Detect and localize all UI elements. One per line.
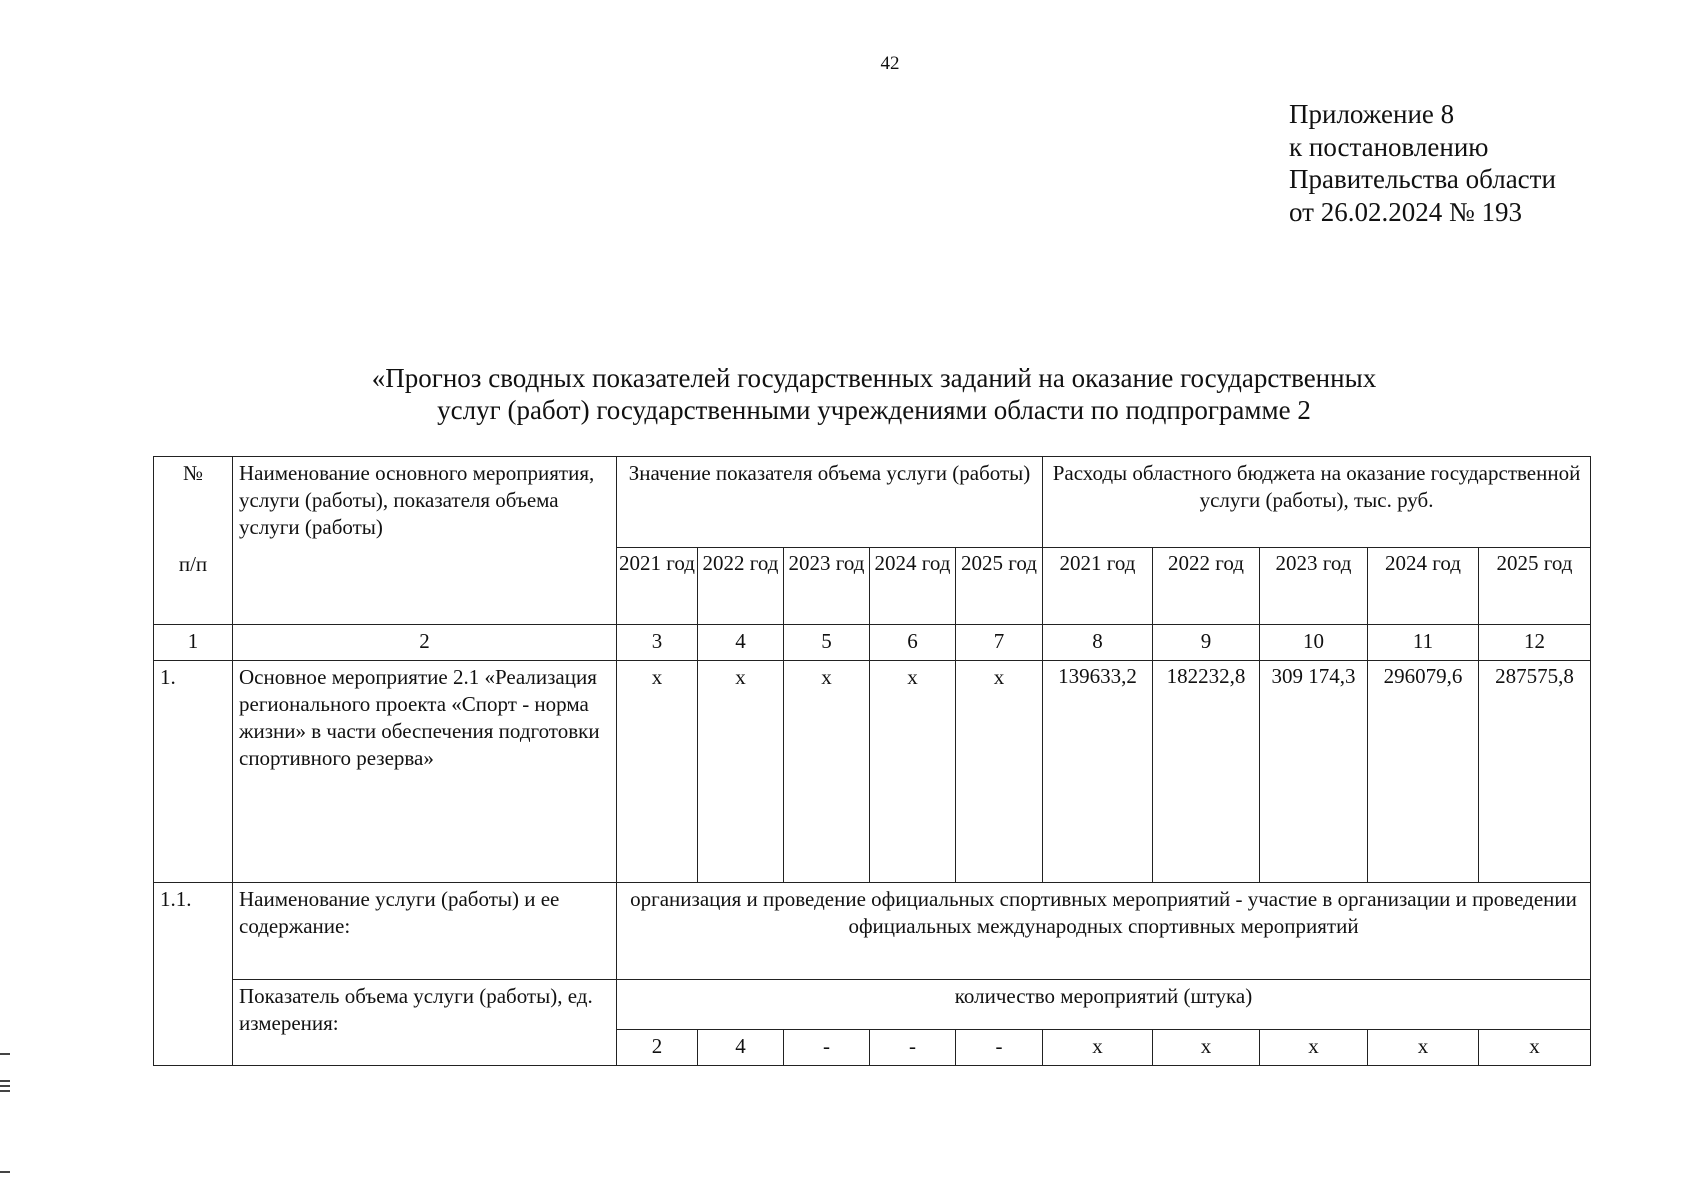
column-number: 4 [698, 625, 784, 661]
header-volume: Значение показателя объема услуги (работы) [617, 457, 1043, 548]
indicator-expense-value: х [1043, 1030, 1153, 1066]
volume-value: х [956, 661, 1043, 883]
appendix-line: от 26.02.2024 № 193 [1289, 196, 1522, 227]
volume-year: 2023 год [784, 548, 870, 625]
column-number: 10 [1260, 625, 1368, 661]
expense-value: 139633,2 [1043, 661, 1153, 883]
indicator-volume-value: - [784, 1030, 870, 1066]
volume-year: 2025 год [956, 548, 1043, 625]
column-number: 3 [617, 625, 698, 661]
indicator-volume-value: 4 [698, 1030, 784, 1066]
header-expenses: Расходы областного бюджета на оказание государственной услуги (работы), тыс. руб. [1043, 457, 1591, 548]
volume-value: х [698, 661, 784, 883]
column-number: 2 [233, 625, 617, 661]
expense-year: 2023 год [1260, 548, 1368, 625]
indicator-volume-value: - [956, 1030, 1043, 1066]
column-number: 8 [1043, 625, 1153, 661]
indicator-expense-value: х [1153, 1030, 1260, 1066]
volume-year: 2024 год [870, 548, 956, 625]
scan-margin-mark [0, 1085, 10, 1087]
column-number: 6 [870, 625, 956, 661]
volume-value: х [784, 661, 870, 883]
service-label: Наименование услуги (работы) и ее содержание: [233, 883, 617, 980]
scan-margin-mark [0, 1171, 10, 1173]
title-line: «Прогноз сводных показателей государственных заданий на оказание государственных [371, 363, 1377, 393]
indicator-volume-value: 2 [617, 1030, 698, 1066]
column-number: 12 [1479, 625, 1591, 661]
indicator-expense-value: х [1479, 1030, 1591, 1066]
title-line: услуг (работ) государственными учреждениями области по подпрограмме 2 [437, 395, 1311, 425]
header-name: Наименование основного мероприятия, услуги (работы), показателя объема услуги (работы) [233, 457, 617, 625]
appendix-line: Приложение 8 [1289, 99, 1455, 129]
header-number-sub: п/п [154, 548, 233, 625]
row-number: 1. [154, 661, 233, 883]
column-number: 1 [154, 625, 233, 661]
expense-year: 2024 год [1368, 548, 1479, 625]
scan-margin-mark [0, 1080, 10, 1082]
indicator-expense-value: х [1368, 1030, 1479, 1066]
indicator-label: Показатель объема услуги (работы), ед. измерения: [233, 980, 617, 1066]
column-number: 5 [784, 625, 870, 661]
appendix-line: к постановлению [1289, 131, 1489, 162]
row-number: 1.1. [154, 883, 233, 1066]
column-number: 9 [1153, 625, 1260, 661]
appendix-line: Правительства области [1289, 164, 1556, 194]
service-value: организация и проведение официальных спортивных мероприятий - участие в организации и проведении официальных международных спортивных мероприятий [617, 883, 1591, 980]
indicator-value: количество мероприятий (штука) [617, 980, 1591, 1030]
page-number: 42 [880, 53, 900, 74]
column-number: 11 [1368, 625, 1479, 661]
indicator-volume-value: - [870, 1030, 956, 1066]
activity-name: Основное мероприятие 2.1 «Реализация регионального проекта «Спорт - норма жизни» в части обеспечения подготовки спортивного резерва» [233, 661, 617, 883]
document-title [152, 362, 1596, 426]
expense-value: 296079,6 [1368, 661, 1479, 883]
volume-year: 2021 год [617, 548, 698, 625]
forecast-table [153, 456, 1591, 1066]
expense-year: 2021 год [1043, 548, 1153, 625]
header-number: № [154, 457, 233, 548]
expense-value: 287575,8 [1479, 661, 1591, 883]
volume-value: х [617, 661, 698, 883]
scan-margin-mark [0, 1090, 10, 1092]
appendix-block [1289, 98, 1556, 228]
column-number: 7 [956, 625, 1043, 661]
expense-value: 182232,8 [1153, 661, 1260, 883]
expense-year: 2022 год [1153, 548, 1260, 625]
volume-value: х [870, 661, 956, 883]
expense-value: 309 174,3 [1260, 661, 1368, 883]
indicator-expense-value: х [1260, 1030, 1368, 1066]
volume-year: 2022 год [698, 548, 784, 625]
expense-year: 2025 год [1479, 548, 1591, 625]
scan-margin-mark [0, 1053, 10, 1055]
